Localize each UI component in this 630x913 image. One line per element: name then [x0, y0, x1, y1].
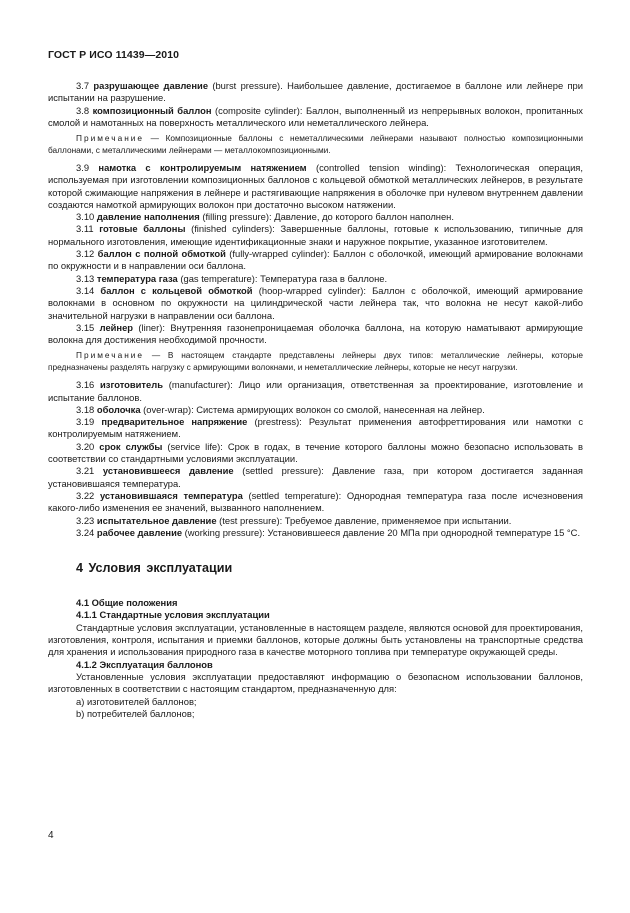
term-name: разрушающее давление	[93, 80, 209, 91]
term-number: 3.11	[76, 223, 94, 235]
term-text: (liner): Внутренняя газонепроницаемая оболочка баллона, на которую наматывают армирующие волокна для достижения необходимой прочности.	[48, 321, 584, 346]
term-name: давление наполнения	[96, 211, 200, 223]
term-number: 3.22	[76, 489, 95, 501]
term-name: лейнер	[99, 321, 134, 333]
term-name: оболочка	[96, 403, 141, 415]
term-text: (fully-wrapped cylinder): Баллон с оболочкой, имеющий армирование волокнами по окружности и в направлении оси баллона.	[48, 248, 583, 272]
term-definition	[48, 515, 583, 527]
term-text: (composite cylinder): Баллон, выполненный из непрерывных волокон, пропитанных смолой и намотанных на поверхность металлического или неметаллического лейнера.	[48, 104, 583, 128]
term-number: 3.14	[76, 284, 95, 296]
term-number: 3.10	[76, 211, 95, 223]
term-name: срок службы	[99, 440, 163, 452]
term-definition	[48, 80, 583, 105]
term-name: температура газа	[96, 272, 178, 284]
term-name: баллон с кольцевой обмоткой	[100, 284, 253, 296]
term-number: 3.8	[76, 104, 90, 116]
term-number: 3.21	[76, 465, 95, 477]
terms-list	[48, 379, 583, 539]
term-number: 3.24	[76, 526, 95, 538]
term-name: готовые баллоны	[99, 223, 186, 235]
term-name: установившаяся температура	[99, 489, 243, 501]
paragraph: Установленные условия эксплуатации предоставляют информацию о безопасном использовании баллонов, изготовленных в соответствии с настоящим стандартом, предназначенную для:	[48, 670, 583, 695]
term-number: 3.23	[76, 514, 95, 526]
term-name: испытательное давление	[96, 514, 217, 526]
note-text: — Композиционные баллоны с неметаллическими лейнерами называют полностью композиционными баллонами, с металлическими лейнерами — металлокомпозиционными.	[48, 133, 583, 155]
term-text: (working pressure): Установившееся давление 20 МПа при однородной температуре 15 °С.	[182, 526, 581, 538]
note-label: Примечание	[76, 133, 145, 144]
term-name: рабочее давление	[96, 526, 183, 538]
term-number: 3.20	[76, 440, 95, 452]
term-number: 3.16	[76, 379, 95, 391]
term-name: баллон с полной обмоткой	[97, 248, 226, 260]
note	[48, 133, 583, 156]
page-header: ГОСТ Р ИСО 11439—2010	[48, 49, 180, 61]
note	[48, 350, 583, 373]
term-name: установившееся давление	[102, 465, 234, 477]
terms-list	[48, 162, 583, 346]
term-text: (prestress): Результат применения автофреттирования или намотки с контролируемым натяжением.	[48, 416, 584, 440]
term-text: (gas temperature): Температура газа в баллоне.	[177, 272, 388, 284]
term-name: изготовитель	[100, 379, 163, 391]
term-definition	[48, 322, 583, 347]
term-text: (over-wrap): Система армирующих волокон со смолой, нанесенная на лейнер.	[140, 403, 485, 415]
list-item: а) изготовителей баллонов;	[76, 695, 197, 707]
section-title: 4 Условия эксплуатации	[76, 561, 233, 576]
term-definition	[48, 223, 583, 248]
term-definition	[48, 416, 583, 441]
term-number: 3.13	[76, 272, 95, 284]
term-definition	[48, 211, 583, 223]
term-definition	[48, 105, 583, 130]
term-text: (controlled tension winding): Технологическая операция, используемая при изготовлении композиционных баллонов с кольцевой обмоткой металлических лейнеров, в результате которой сжимающие напряжения в лейнере и растягивающие напряжения в оболочке при нулевом внутреннем давлении создаются намоткой армирующих волокон при достаточно высоком натяжении.	[48, 162, 583, 210]
note-label: Примечание	[76, 350, 145, 361]
subsection-title: 4.1.2 Эксплуатация баллонов	[76, 658, 213, 670]
term-text: (test pressure): Требуемое давление, применяемое при испытании.	[216, 514, 512, 526]
term-definition	[48, 404, 583, 416]
term-number: 3.18	[76, 403, 95, 415]
term-definition	[48, 273, 583, 285]
term-text: (service life): Срок в годах, в течение которого баллоны можно безопасно использовать в соответствии со стандартными условиями эксплуатации.	[48, 440, 583, 465]
paragraph: Стандартные условия эксплуатации, установленные в настоящем разделе, являются основой для проектирования, изготовления, контроля, испытания и приемки баллонов, которые должны быть установлены на транспортные средства для хранения и использования природного газа в качестве моторного топлива при температуре окружающей среды.	[48, 621, 583, 658]
term-text: (burst pressure). Наибольшее давление, достигаемое в баллоне или лейнере при испытании на разрушение.	[48, 80, 584, 104]
term-definition	[48, 285, 583, 322]
term-number: 3.12	[76, 248, 95, 260]
term-definition	[48, 441, 583, 466]
list-item: b) потребителей баллонов;	[76, 707, 195, 719]
term-definition	[48, 379, 583, 404]
term-text: (settled pressure): Давление газа, при котором достигается заданная установившаяся температура.	[48, 465, 583, 489]
document-body	[48, 80, 583, 720]
term-text: (filling pressure): Давление, до которого баллон наполнен.	[199, 211, 454, 223]
terms-list	[48, 80, 583, 129]
term-number: 3.7	[76, 80, 90, 91]
term-number: 3.19	[76, 416, 95, 428]
term-definition	[48, 490, 583, 515]
note-text: — В настоящем стандарте представлены лейнеры двух типов: металлические лейнеры, которые предназначены разделять нагрузку с армирующими волокнами, и неметаллические лейнеры, которые не несут нагрузки.	[48, 350, 583, 372]
subsection-title: 4.1.1 Стандартные условия эксплуатации	[76, 609, 270, 621]
term-definition	[48, 527, 583, 539]
term-name: намотка с контролируемым натяжением	[98, 162, 307, 173]
term-text: (manufacturer): Лицо или организация, ответственная за проектирование, изготовление и испытание баллонов.	[48, 379, 583, 403]
term-definition	[48, 248, 583, 273]
subsection-title: 4.1 Общие положения	[76, 597, 178, 609]
page-number: 4	[48, 830, 54, 841]
term-text: (finished cylinders): Завершенные баллоны, готовые к использованию, типичные для нормального изготовления, имеющие идентификационные знаки и наружное покрытие, указанное изготовителем.	[48, 223, 583, 247]
term-number: 3.9	[76, 162, 90, 173]
term-number: 3.15	[76, 321, 95, 333]
term-text: (hoop-wrapped cylinder): Баллон с оболочкой, имеющий армирование волокнами в основном по окружности на цилиндрической части лейнера так, что волокна не несут какой-либо значительной нагрузки в направлении оси баллона.	[48, 284, 583, 321]
term-name: предварительное напряжение	[101, 416, 248, 428]
term-name: композиционный баллон	[92, 104, 212, 116]
term-text: (settled temperature): Однородная температура газа после исчезновения какого-либо изменения ее значений, вызванного наполнением.	[48, 489, 583, 514]
term-definition	[48, 162, 583, 211]
term-definition	[48, 465, 583, 490]
